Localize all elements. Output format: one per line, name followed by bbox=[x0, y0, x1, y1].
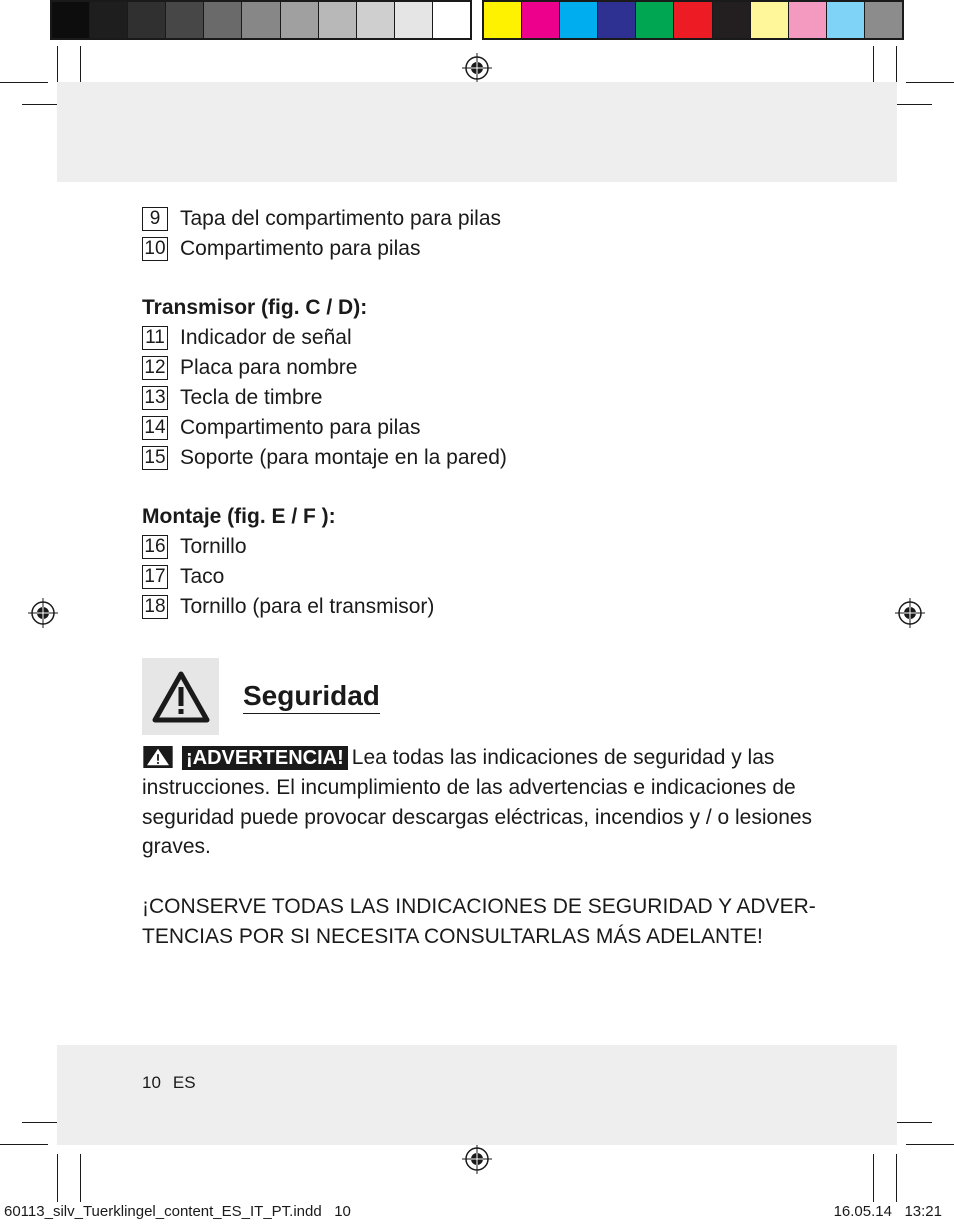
registration-mark-icon bbox=[462, 53, 492, 83]
list-item bbox=[142, 592, 842, 622]
calibration-swatch bbox=[52, 2, 90, 38]
item-number: 15 bbox=[142, 446, 168, 470]
calibration-swatch bbox=[433, 2, 470, 38]
grayscale-calibration-bar bbox=[50, 0, 472, 40]
calibration-swatch bbox=[357, 2, 395, 38]
page-number: 10 bbox=[142, 1073, 161, 1092]
item-number: 10 bbox=[142, 237, 168, 261]
calibration-swatch bbox=[598, 2, 636, 38]
calibration-swatch bbox=[242, 2, 280, 38]
item-label: Indicador de señal bbox=[180, 326, 352, 349]
warning-text: Lea todas las indicaciones de seguridad y las instrucciones. El incumplimiento de las advertencias e indicaciones de seguridad puede provocar descargas eléctricas, incendios y / o lesiones graves. bbox=[142, 746, 813, 859]
list-item bbox=[142, 204, 842, 234]
list-item bbox=[142, 383, 842, 413]
warning-box bbox=[142, 658, 219, 735]
calibration-swatch bbox=[166, 2, 204, 38]
keep-instructions-notice bbox=[142, 892, 832, 952]
crop-mark bbox=[906, 82, 954, 83]
crop-mark bbox=[0, 1144, 48, 1145]
warning-paragraph bbox=[142, 743, 832, 862]
slug-date: 16.05.14 13:21 bbox=[833, 1203, 942, 1220]
calibration-swatch bbox=[281, 2, 319, 38]
calibration-swatch bbox=[522, 2, 560, 38]
registration-mark-icon bbox=[462, 1144, 492, 1174]
item-number: 12 bbox=[142, 356, 168, 380]
calibration-swatch bbox=[128, 2, 166, 38]
page-footer bbox=[142, 1073, 208, 1093]
calibration-swatch bbox=[204, 2, 242, 38]
safety-header bbox=[142, 658, 380, 735]
item-label: Compartimento para pilas bbox=[180, 416, 421, 439]
calibration-swatch bbox=[674, 2, 712, 38]
list-item bbox=[142, 413, 842, 443]
crop-mark bbox=[57, 1154, 58, 1202]
item-label: Tapa del compartimento para pilas bbox=[180, 207, 502, 230]
calibration-swatch bbox=[319, 2, 357, 38]
calibration-swatch bbox=[395, 2, 433, 38]
item-label: Compartimento para pilas bbox=[180, 237, 421, 260]
calibration-swatch bbox=[789, 2, 827, 38]
section-heading-transmisor: Transmisor (fig. C / D): bbox=[142, 296, 368, 319]
item-label: Tornillo bbox=[180, 535, 247, 558]
list-item bbox=[142, 353, 842, 383]
item-number: 17 bbox=[142, 565, 168, 589]
item-number: 16 bbox=[142, 535, 168, 559]
item-number: 14 bbox=[142, 416, 168, 440]
calibration-swatch bbox=[827, 2, 865, 38]
item-number: 11 bbox=[142, 326, 168, 350]
calibration-swatch bbox=[713, 2, 751, 38]
item-label: Taco bbox=[180, 565, 225, 588]
list-item bbox=[142, 323, 842, 353]
crop-mark bbox=[0, 82, 48, 83]
item-label: Tornillo (para el transmisor) bbox=[180, 595, 435, 618]
item-label: Placa para nombre bbox=[180, 356, 358, 379]
section-heading-montaje: Montaje (fig. E / F ): bbox=[142, 505, 336, 528]
item-number: 13 bbox=[142, 386, 168, 410]
parts-list bbox=[142, 204, 842, 622]
keep-line-1: ¡CONSERVE TODAS LAS INDICACIONES DE SEGURIDAD Y ADVER- bbox=[142, 895, 816, 918]
crop-mark bbox=[896, 1154, 897, 1202]
calibration-swatch bbox=[865, 2, 902, 38]
calibration-swatch bbox=[484, 2, 522, 38]
crop-mark bbox=[873, 1154, 874, 1202]
item-label: Tecla de timbre bbox=[180, 386, 323, 409]
section-title-seguridad: Seguridad bbox=[243, 679, 380, 714]
keep-line-2: TENCIAS POR SI NECESITA CONSULTARLAS MÁS ADELANTE! bbox=[142, 925, 763, 948]
calibration-swatch bbox=[90, 2, 128, 38]
list-item bbox=[142, 234, 842, 264]
color-calibration-bar bbox=[482, 0, 904, 40]
item-number: 9 bbox=[142, 207, 168, 231]
calibration-swatch bbox=[636, 2, 674, 38]
item-number: 18 bbox=[142, 595, 168, 619]
crop-mark bbox=[80, 1154, 81, 1202]
registration-mark-icon bbox=[895, 598, 925, 628]
list-item bbox=[142, 562, 842, 592]
crop-mark bbox=[906, 1144, 954, 1145]
warning-triangle-icon bbox=[152, 671, 210, 723]
list-item bbox=[142, 443, 842, 473]
warning-badge: ¡ADVERTENCIA! bbox=[182, 746, 348, 770]
calibration-swatch bbox=[560, 2, 598, 38]
list-item bbox=[142, 532, 842, 562]
calibration-swatch bbox=[751, 2, 789, 38]
registration-mark-icon bbox=[28, 598, 58, 628]
footer-band bbox=[57, 1045, 897, 1145]
item-label: Soporte (para montaje en la pared) bbox=[180, 446, 507, 469]
header-band bbox=[57, 82, 897, 182]
slug-filename: 60113_silv_Tuerklingel_content_ES_IT_PT.indd 10 bbox=[4, 1203, 351, 1220]
warning-small-icon bbox=[142, 746, 174, 768]
language-code: ES bbox=[172, 1073, 196, 1092]
